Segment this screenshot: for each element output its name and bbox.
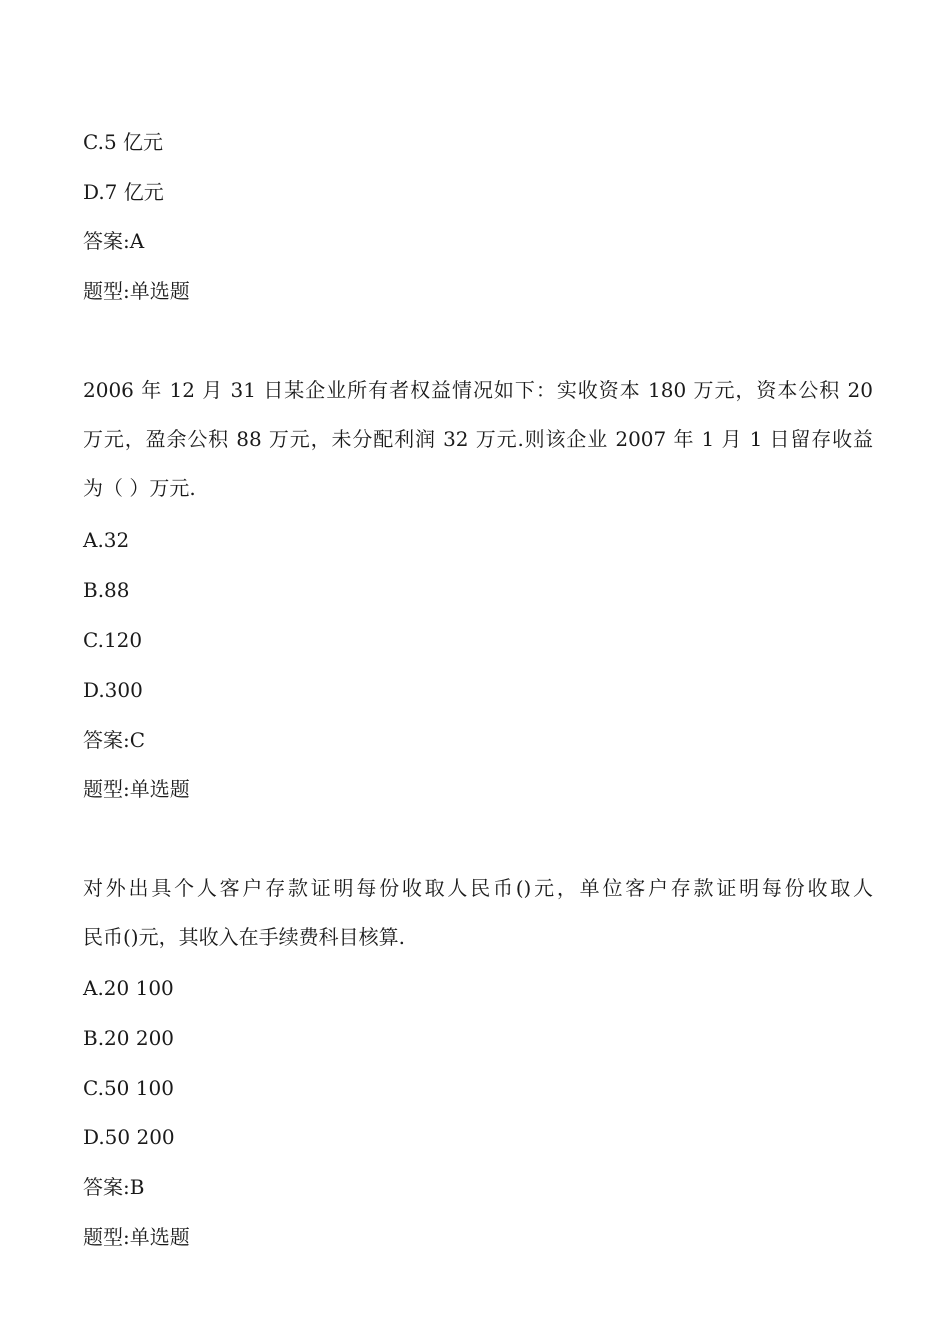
q1-stem-line: 为（ ）万元.: [83, 476, 196, 500]
q2-stem-line: 民币()元，其收入在手续费科目核算.: [83, 925, 405, 949]
q1-stem-line: 万元，盈余公积 88 万元，未分配利润 32 万元.则该企业 2007 年 1 月 1 日留存收益: [83, 427, 873, 451]
q0-question-type: 题型:单选题: [83, 279, 190, 303]
q1-stem-line: 2006 年 12 月 31 日某企业所有者权益情况如下：实收资本 180 万元，资本公积 20: [83, 378, 873, 402]
q2-option-c: C.50 100: [83, 1076, 174, 1100]
q2-stem: [83, 875, 873, 973]
q2-option-a: A.20 100: [83, 976, 174, 1000]
q1-option-c: C.120: [83, 628, 143, 652]
q2-question-type: 题型:单选题: [83, 1225, 190, 1249]
q1-option-b: B.88: [83, 578, 130, 602]
q2-option-d: D.50 200: [83, 1125, 175, 1149]
q2-answer: 答案:B: [83, 1175, 145, 1199]
q2-option-b: B.20 200: [83, 1026, 175, 1050]
q1-option-d: D.300: [83, 678, 143, 702]
q0-option-d: D.7 亿元: [83, 180, 164, 204]
q1-stem: [83, 377, 873, 524]
q0-option-c: C.5 亿元: [83, 130, 164, 154]
q1-question-type: 题型:单选题: [83, 777, 190, 801]
q1-option-a: A.32: [83, 528, 130, 552]
q2-stem-line: 对外出具个人客户存款证明每份收取人民币()元，单位客户存款证明每份收取人: [83, 876, 873, 900]
q0-answer: 答案:A: [83, 229, 145, 253]
q1-answer: 答案:C: [83, 728, 146, 752]
